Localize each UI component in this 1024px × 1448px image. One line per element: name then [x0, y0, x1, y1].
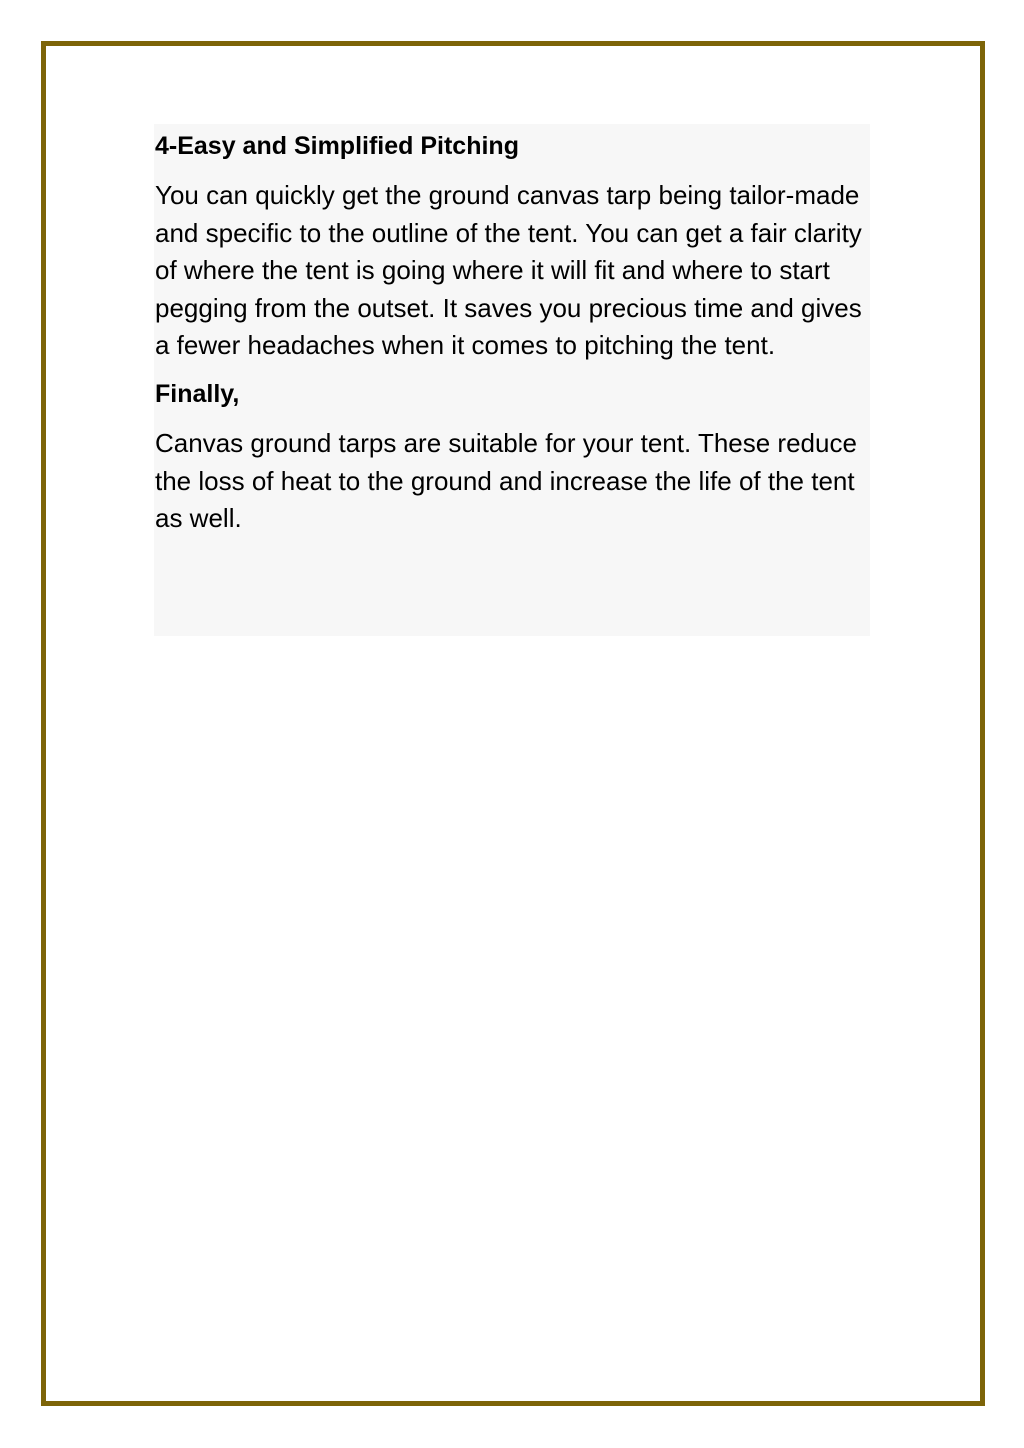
conclusion-paragraph: Canvas ground tarps are suitable for your tent. These reduce the loss of heat to the ground and increase the life of the tent as well. [155, 427, 857, 534]
content-block [154, 124, 870, 636]
section-heading: 4-Easy and Simplified Pitching [155, 132, 519, 160]
conclusion-heading: Finally, [155, 379, 240, 408]
section-paragraph: You can quickly get the ground canvas tarp being tailor-made and specific to the outline of the tent. You can get a fair clarity of where the tent is going where it will fit and where to start pegging from the outset. It saves you precious time and gives a fewer headaches when it comes to pitching the tent. [155, 180, 862, 361]
